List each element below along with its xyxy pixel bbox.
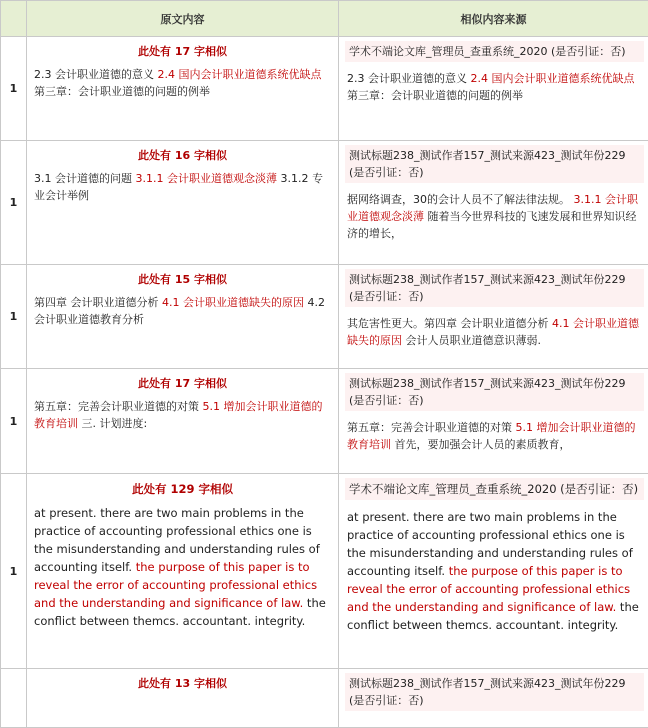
similarity-heading: 此处有 17 字相似 [34,43,331,60]
source-cell [339,669,648,728]
source-text: 其危害性更大。第四章 会计职业道德分析 4.1 会计职业道德缺失的原因 会计人员职业道德意识薄弱. [345,315,644,349]
original-text: 第四章 会计职业道德分析 4.1 会计职业道德缺失的原因 4.2 会计职业道德教育分析 [34,294,331,328]
original-cell [27,265,339,369]
original-text: 第五章：完善会计职业道德的对策 5.1 增加会计职业道德的教育培训 三. 计划进度: [34,398,331,432]
table-header [1,1,648,37]
row-index: 1 [1,474,27,669]
similarity-heading: 此处有 13 字相似 [34,675,331,692]
source-title[interactable]: 测试标题238_测试作者157_测试来源423_测试年份229 (是否引证：否) [345,269,644,307]
row-index: 1 [1,265,27,369]
source-text: 据网络调查，30的会计人员不了解法律法规。 3.1.1 会计职业道德观念淡薄 随着当今世界科技的飞速发展和世界知识经济的增长， [345,191,644,242]
source-title[interactable]: 测试标题238_测试作者157_测试来源423_测试年份229 (是否引证：否) [345,145,644,183]
table-row [1,474,648,669]
original-cell [27,474,339,669]
highlight-text: 5.1 增加会计职业道德的教育培训 [347,421,636,451]
original-header: 原文内容 [27,1,339,37]
source-cell [339,141,648,265]
original-cell [27,669,339,728]
table-row [1,265,648,369]
row-index: 1 [1,141,27,265]
table-row [1,141,648,265]
original-text: 3.1 会计道德的问题 3.1.1 会计职业道德观念淡薄 3.1.2 专业会计举例 [34,170,331,204]
highlight-text: 4.1 会计职业道德缺失的原因 [347,317,639,347]
original-cell [27,37,339,141]
source-cell [339,37,648,141]
row-index: 1 [1,369,27,474]
index-header [1,1,27,37]
source-cell [339,369,648,474]
highlight-text: 4.1 会计职业道德缺失的原因 [162,296,304,309]
similarity-heading: 此处有 129 字相似 [34,480,331,498]
similarity-heading: 此处有 16 字相似 [34,147,331,164]
original-cell [27,369,339,474]
source-title[interactable]: 学术不端论文库_管理员_查重系统_2020 (是否引证：否) [345,41,644,62]
table-row [1,369,648,474]
original-text: 2.3 会计职业道德的意义 2.4 国内会计职业道德系统优缺点 第三章：会计职业道德的问题的例举 [34,66,331,100]
highlight-text: the purpose of this paper is to reveal the error of accounting professional ethics and the understanding and significance of law. [347,564,630,614]
source-title[interactable]: 测试标题238_测试作者157_测试来源423_测试年份229 (是否引证：否) [345,673,644,711]
source-header: 相似内容来源 [339,1,648,37]
highlight-text: 3.1.1 会计职业道德观念淡薄 [347,193,638,223]
highlight-text: 3.1.1 会计职业道德观念淡薄 [136,172,278,185]
similarity-heading: 此处有 17 字相似 [34,375,331,392]
source-text: 第五章：完善会计职业道德的对策 5.1 增加会计职业道德的教育培训 首先，要加强会计人员的素质教育， [345,419,644,453]
highlight-text: 5.1 增加会计职业道德的教育培训 [34,400,323,430]
source-title[interactable]: 测试标题238_测试作者157_测试来源423_测试年份229 (是否引证：否) [345,373,644,411]
highlight-text: 2.4 国内会计职业道德系统优缺点 [471,72,635,85]
similarity-heading: 此处有 15 字相似 [34,271,331,288]
source-text: 2.3 会计职业道德的意义 2.4 国内会计职业道德系统优缺点 第三章：会计职业道德的问题的例举 [345,70,644,104]
highlight-text: the purpose of this paper is to reveal the error of accounting professional ethics and the understanding and significance of law. [34,560,317,610]
highlight-text: 2.4 国内会计职业道德系统优缺点 [158,68,322,81]
source-text: at present. there are two main problems in the practice of accounting professional ethics one is the misunderstanding and understanding rules of accounting itself. the purpose of this paper is to reveal the error of accounting professional ethics and the understanding and significance of law. the conflict between themcs. accountant. integrity. [345,508,644,634]
row-index [1,669,27,728]
source-title[interactable]: 学术不端论文库_管理员_查重系统_2020 (是否引证：否) [345,478,644,500]
original-text: at present. there are two main problems in the practice of accounting professional ethics one is the misunderstanding and understanding rules of accounting itself. the purpose of this paper is to reveal the error of accounting professional ethics and the understanding and significance of law. the conflict between themcs. accountant. integrity. [34,504,331,630]
source-cell [339,474,648,669]
table-row [1,37,648,141]
row-index: 1 [1,37,27,141]
original-cell [27,141,339,265]
source-cell [339,265,648,369]
table-row [1,669,648,728]
